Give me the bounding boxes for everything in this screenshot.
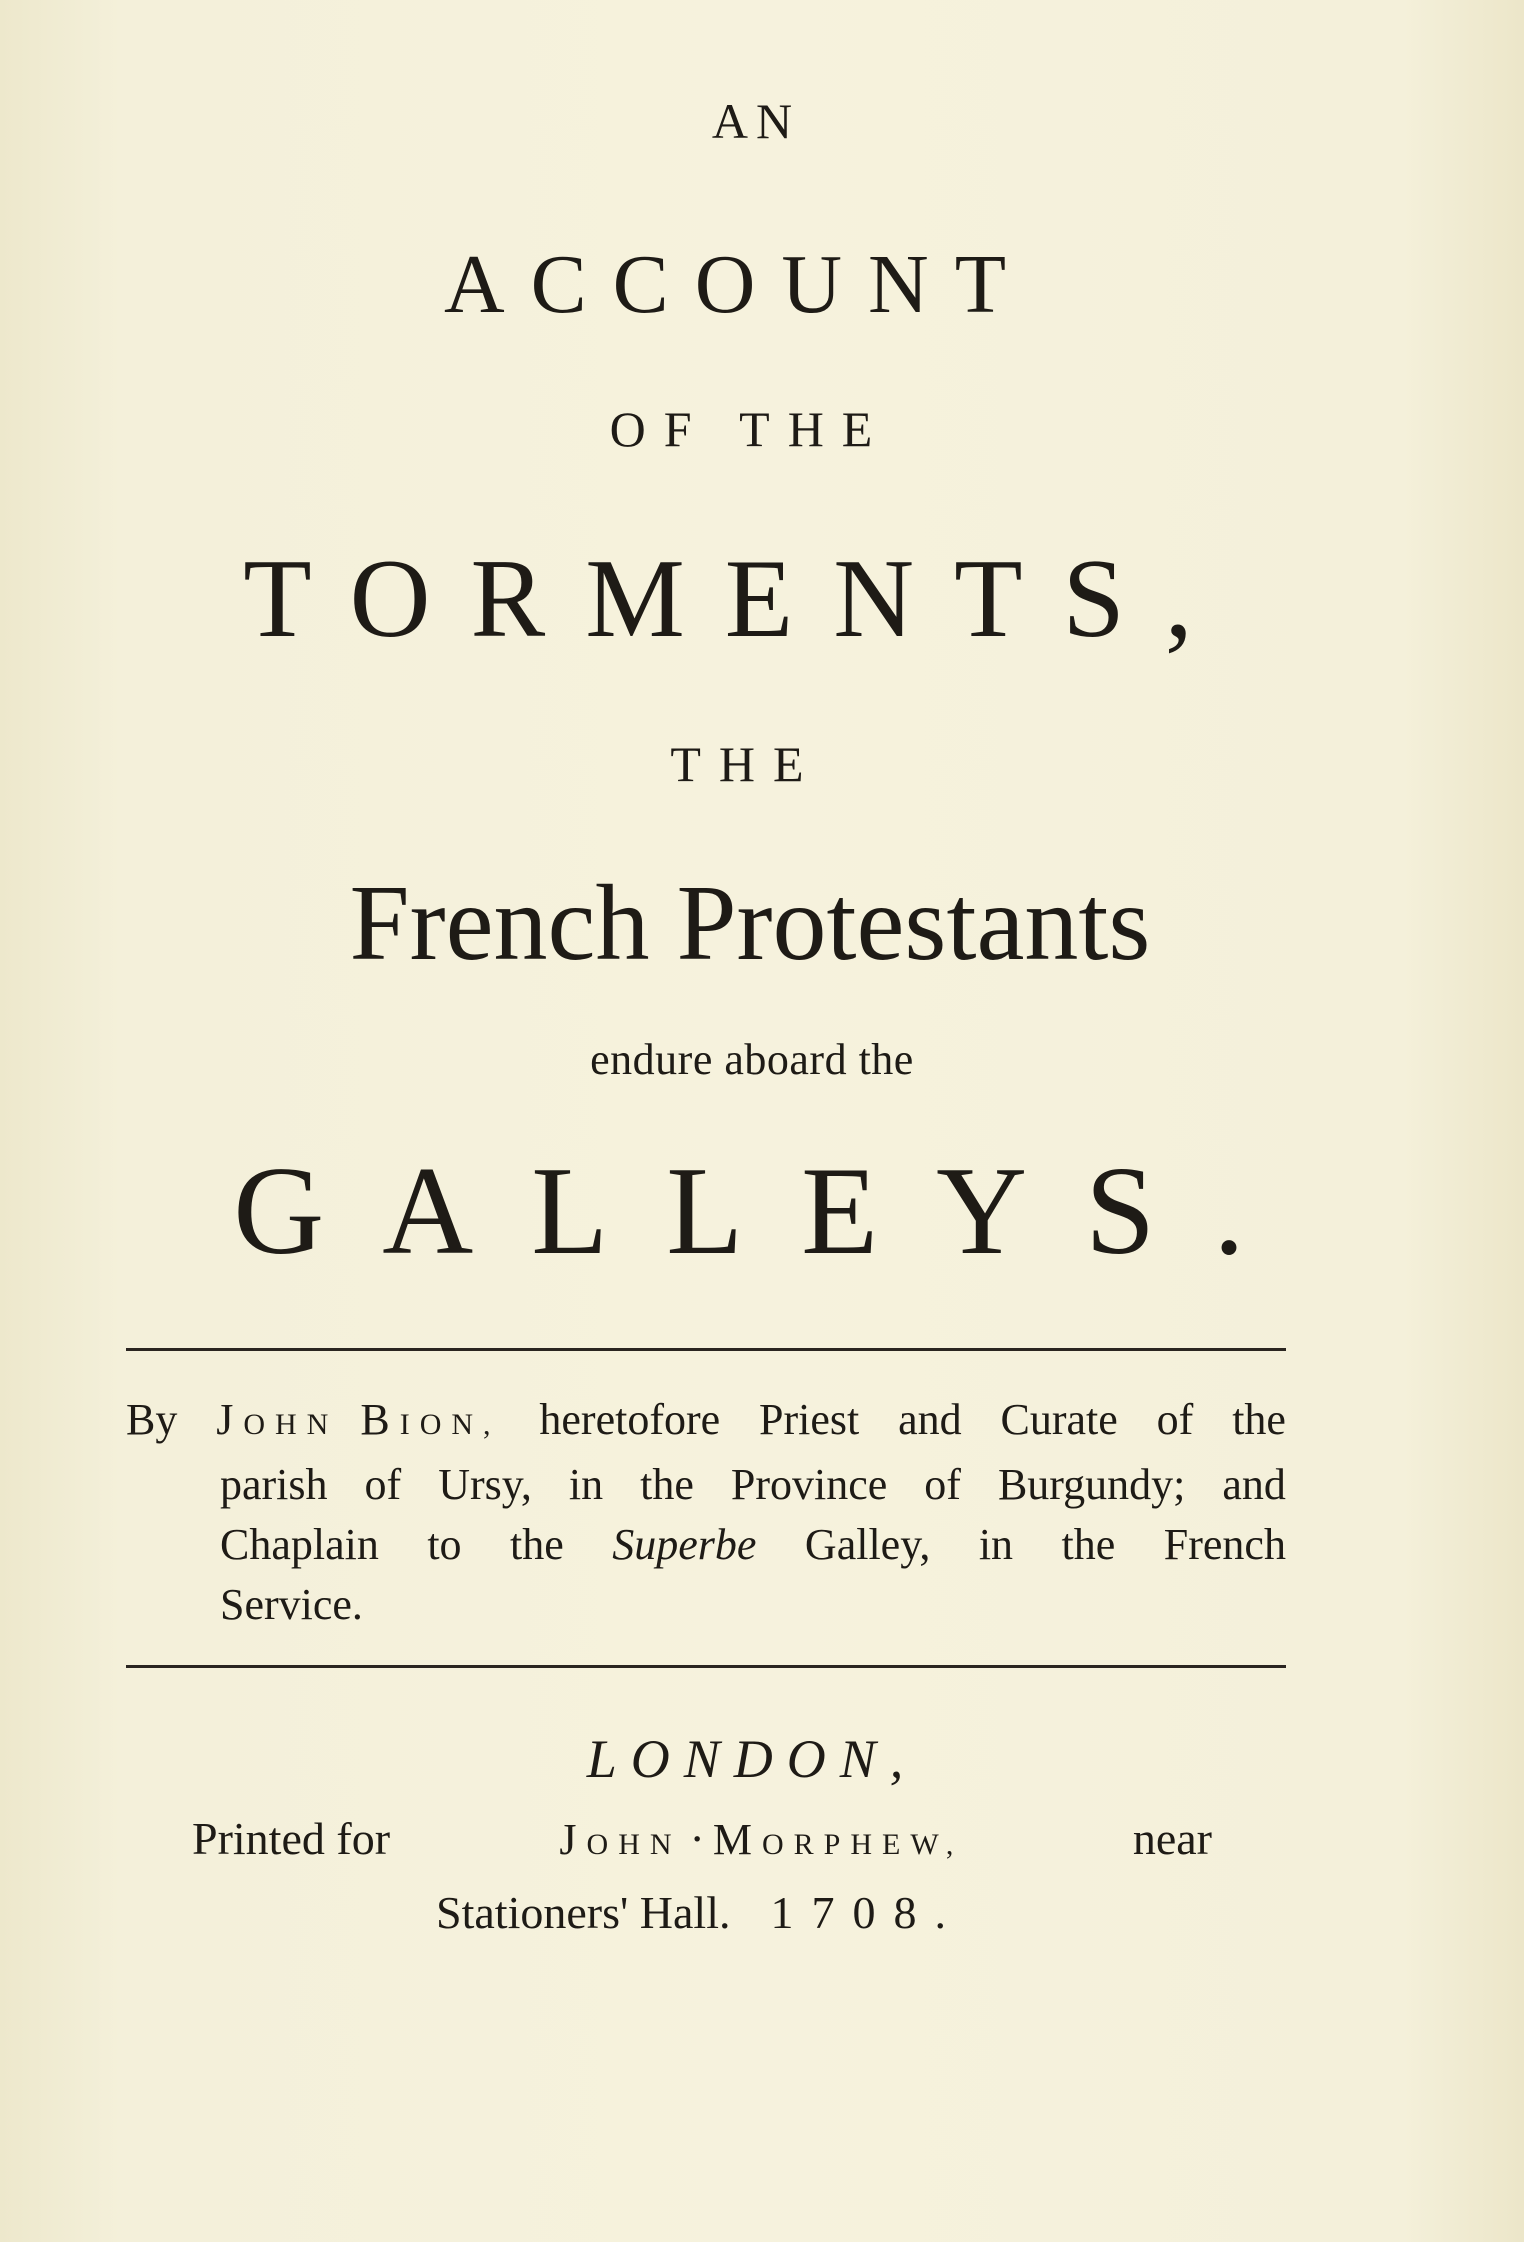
author-name [216,1390,500,1455]
byline-word: the [1232,1395,1286,1444]
byline-word: the [1061,1520,1116,1569]
byline-row-4 [126,1575,1286,1635]
title-torments: TORMENTS, [243,537,1233,661]
byline-word: Chaplain [220,1520,379,1569]
byline-word: Ursy, [438,1460,532,1509]
byline-row-2 [126,1455,1286,1515]
imprint-printed-for: Printed for [192,1813,391,1864]
byline-row-1 [126,1390,1286,1455]
byline-word: Galley, [804,1520,931,1569]
byline-word: in [568,1460,604,1509]
imprint-line-2 [0,1886,1462,1939]
byline-word: the [640,1460,694,1509]
divider-rule-top [126,1348,1286,1351]
imprint-city: LONDON, [586,1729,918,1789]
byline-word: in [978,1520,1014,1569]
byline-word: of [364,1460,402,1509]
title-account: ACCOUNT [443,238,1032,331]
printer-first-initial: J [559,1815,587,1864]
imprint-year: 1708. [770,1887,964,1938]
ship-name: Superbe [612,1520,757,1569]
author-first-rest: OHN [243,1408,339,1441]
byline-word: heretofore [539,1395,721,1444]
printer-first-rest: OHN [586,1828,682,1861]
byline-word: of [924,1460,961,1509]
byline-word: to [427,1520,462,1569]
byline-word: of [1156,1395,1194,1444]
title-endure-aboard: endure aboard the [590,1035,914,1084]
imprint-near: near [1132,1813,1212,1864]
byline-word: the [510,1520,564,1569]
printer-name [559,1812,963,1865]
byline-word: Burgundy; [997,1460,1186,1509]
byline-word: French [1163,1520,1286,1569]
imprint-line-1 [192,1812,1212,1865]
byline-word: Service. [220,1580,363,1629]
printer-separator: · [689,1813,705,1864]
printer-last-rest: ORPHEW, [762,1828,964,1861]
title-an: AN [711,93,801,149]
byline-row-3 [126,1515,1286,1575]
author-last-initial: B [360,1395,400,1444]
author-first-initial: J [216,1395,244,1444]
author-last-rest: ION, [399,1408,501,1441]
imprint-location: Stationers' Hall. [436,1887,731,1938]
byline-word: Priest [759,1395,860,1444]
divider-rule-bottom [126,1665,1286,1668]
byline-word: and [898,1395,962,1444]
byline-by: By [126,1395,178,1444]
byline-word: Province [730,1460,888,1509]
title-of-the: OF THE [609,401,891,457]
title-galleys: GALLEYS. [233,1142,1303,1281]
byline-word: Curate [1000,1395,1118,1444]
title-the: THE [670,736,822,792]
author-byline [126,1390,1286,1635]
title-french-protestants: French Protestants [349,864,1151,983]
byline-word: parish [220,1460,328,1509]
byline-word: and [1222,1460,1286,1509]
printer-last-initial: M [712,1815,762,1864]
